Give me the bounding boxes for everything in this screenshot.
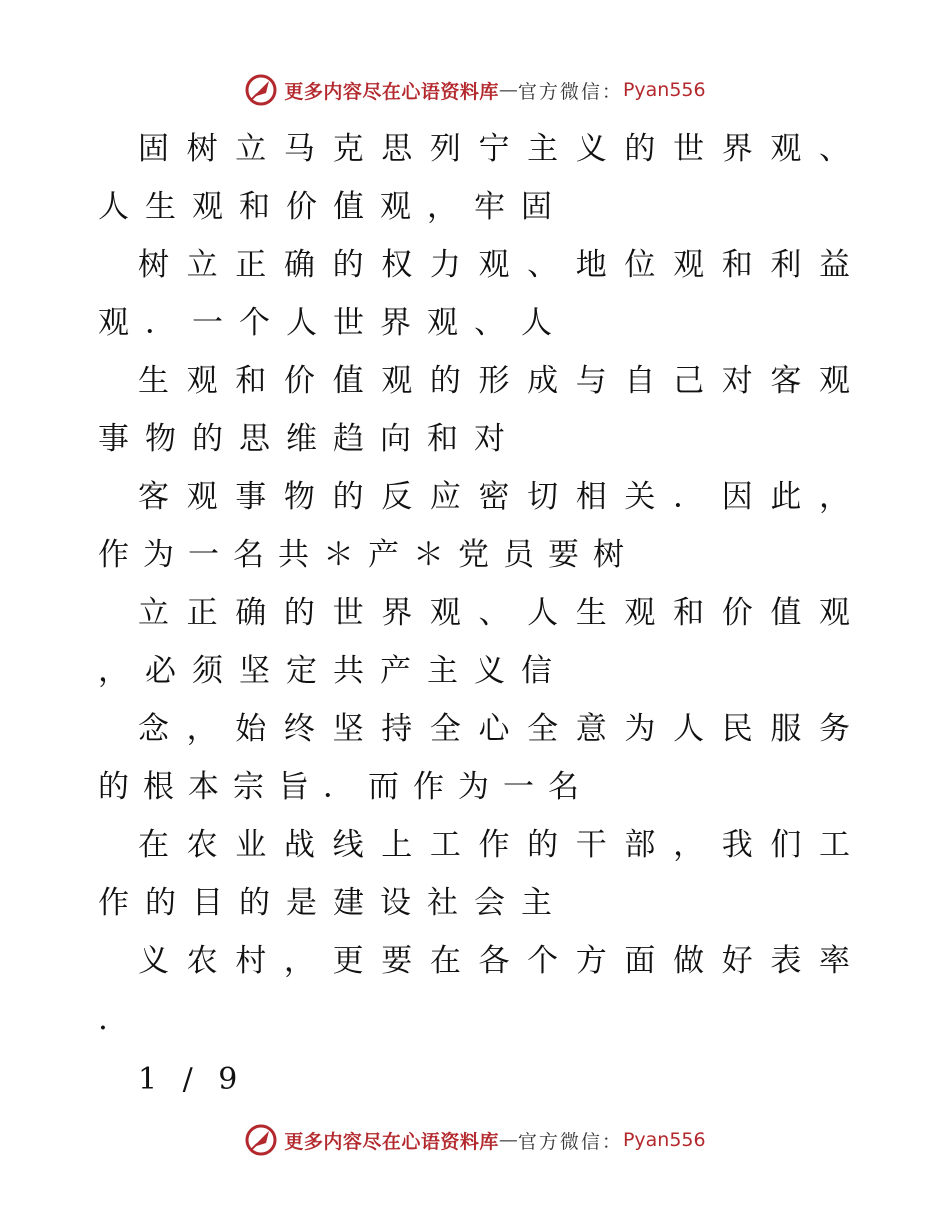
text-line: ，必须坚定共产主义信 bbox=[98, 653, 568, 689]
banner-official-label: 官方微信： bbox=[517, 1130, 623, 1153]
text-line: 立正确的世界观、人生观和价值观 bbox=[138, 595, 852, 631]
banner-official-label: 官方微信： bbox=[517, 80, 623, 103]
banner-site-text: 更多内容尽在心语资料库 bbox=[284, 80, 499, 103]
quill-logo-icon bbox=[244, 1123, 278, 1157]
text-line: 观．一个人世界观、人 bbox=[98, 305, 568, 341]
quill-logo-icon bbox=[244, 73, 278, 107]
text-line: 固树立马克思列宁主义的世界观、 bbox=[138, 131, 852, 167]
text-line: 生观和价值观的形成与自己对客观 bbox=[138, 363, 852, 399]
text-line: 作的目的是建设社会主 bbox=[98, 885, 568, 921]
text-line: . bbox=[98, 1001, 110, 1037]
banner-dash: — bbox=[498, 1129, 518, 1151]
banner-wechat-id: Pyan556 bbox=[622, 1129, 706, 1151]
text-line: 义农村，更要在各个方面做好表率 bbox=[138, 943, 852, 979]
text-line: 人生观和价值观，牢固 bbox=[98, 189, 568, 225]
text-line: 树立正确的权力观、地位观和利益 bbox=[138, 247, 852, 283]
text-line: 事物的思维趋向和对 bbox=[98, 421, 521, 457]
footer-banner bbox=[0, 1120, 950, 1160]
document-body bbox=[98, 120, 852, 1048]
banner-wechat-id: Pyan556 bbox=[622, 79, 706, 101]
text-line: 客观事物的反应密切相关．因此， bbox=[138, 479, 852, 515]
page-number: 1 / 9 bbox=[138, 1062, 246, 1097]
text-line: 念，始终坚持全心全意为人民服务 bbox=[138, 711, 852, 747]
text-line: 在农业战线上工作的干部，我们工 bbox=[138, 827, 852, 863]
header-banner bbox=[0, 70, 950, 110]
text-line: 的根本宗旨．而作为一名 bbox=[98, 769, 593, 805]
banner-site-text: 更多内容尽在心语资料库 bbox=[284, 1130, 499, 1153]
banner-dash: — bbox=[498, 79, 518, 101]
text-line: 作为一名共＊产＊党员要树 bbox=[98, 537, 638, 573]
